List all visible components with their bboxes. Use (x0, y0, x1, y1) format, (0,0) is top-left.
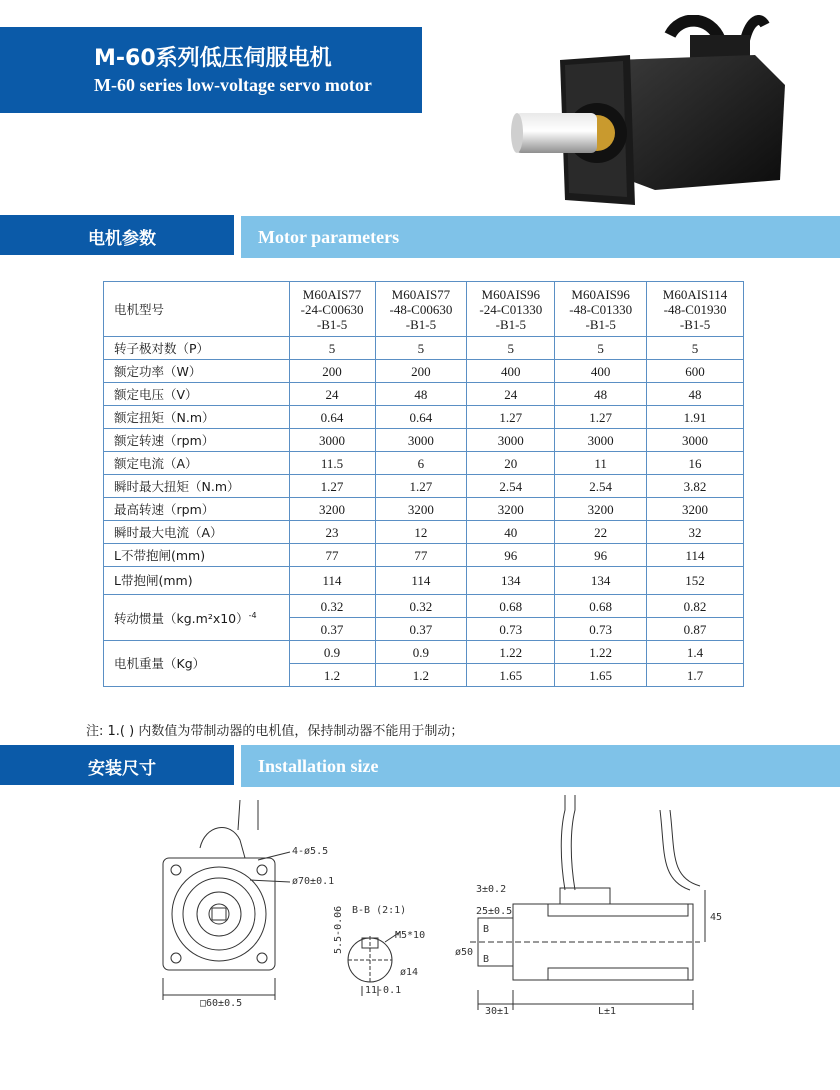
table-row: 转子极对数（P） 5 5 5 5 5 (104, 337, 744, 360)
detail-title: B-B (2:1) (352, 905, 407, 916)
table-row: 额定转速（rpm） 3000 3000 3000 3000 3000 (104, 429, 744, 452)
front-view (163, 800, 290, 1000)
detail-key-label: M5*10 (395, 930, 426, 941)
front-holes-label: 4-ø5.5 (292, 846, 329, 857)
motor-parameters-table (103, 281, 744, 687)
side-d3-label: 30±1 (485, 1006, 510, 1017)
side-d2-label: 25±0.5 (476, 906, 513, 917)
side-length-label: L±1 (598, 1006, 617, 1017)
front-width-label: □60±0.5 (200, 998, 243, 1009)
side-section-b: B (483, 954, 490, 965)
installation-drawing (0, 790, 840, 1090)
model-header: M60AIS96 -24-C01330 -B1-5 (467, 282, 555, 337)
model-header: M60AIS114 -48-C01930 -B1-5 (647, 282, 744, 337)
page-subtitle: M-60 series low-voltage servo motor (94, 75, 372, 95)
row-label: 电机型号 (104, 282, 290, 337)
side-section-a: B (483, 924, 490, 935)
table-row: 1.2 1.2 1.65 1.65 1.7 (104, 664, 744, 687)
model-header: M60AIS77 -24-C00630 -B1-5 (289, 282, 375, 337)
side-d1-label: 3±0.2 (476, 884, 507, 895)
model-header: M60AIS96 -48-C01330 -B1-5 (555, 282, 647, 337)
table-row: 0.37 0.37 0.73 0.73 0.87 (104, 618, 744, 641)
section-params-title-cn: 电机参数 (0, 215, 234, 255)
side-height-label: 45 (710, 912, 723, 923)
motor-product-image (505, 15, 815, 215)
footnote: 注: 1.( ) 内数值为带制动器的电机值，保持制动器不能用于制动； (86, 724, 464, 739)
detail-shaft-label: ø14 (400, 967, 419, 978)
table-row: 额定电流（A） 11.5 6 20 11 16 (104, 452, 744, 475)
table-row: 转动惯量$(kg.m^2x10)^{-4}$ 0.32 0.32 0.68 0.68 0.82 (104, 595, 744, 618)
table-row: 最高转速（rpm） 3200 3200 3200 3200 3200 (104, 498, 744, 521)
page-title: M-60系列低压伺服电机 (94, 46, 332, 71)
section-install-title-cn: 安装尺寸 (0, 745, 234, 785)
detail-key-width-label: 11-0.1 (365, 985, 402, 996)
table-row: L带抱闸(mm) 114 114 134 134 152 (104, 567, 744, 595)
table-row: 额定扭矩（N.m） 0.64 0.64 1.27 1.27 1.91 (104, 406, 744, 429)
detail-height-label: 5.5-0.06 (333, 905, 344, 954)
side-view (470, 795, 705, 1010)
title-banner (0, 27, 422, 113)
side-shaft-label: ø50 (455, 947, 474, 958)
table-row: 额定电压（V） 24 48 24 48 48 (104, 383, 744, 406)
table-row: 瞬时最大电流（A） 23 12 40 22 32 (104, 521, 744, 544)
model-header: M60AIS77 -48-C00630 -B1-5 (375, 282, 467, 337)
section-params-title-en: Motor parameters (241, 216, 840, 258)
table-header-row (104, 282, 744, 337)
section-install-title-en: Installation size (241, 745, 840, 787)
table-row: 额定功率（W） 200 200 400 400 600 (104, 360, 744, 383)
table-row: 瞬时最大扭矩（N.m） 1.27 1.27 2.54 2.54 3.82 (104, 475, 744, 498)
table-row: L不带抱闸(mm) 77 77 96 96 114 (104, 544, 744, 567)
front-pcd-label: ø70±0.1 (292, 876, 335, 887)
table-row: 电机重量（Kg） 0.9 0.9 1.22 1.22 1.4 (104, 641, 744, 664)
